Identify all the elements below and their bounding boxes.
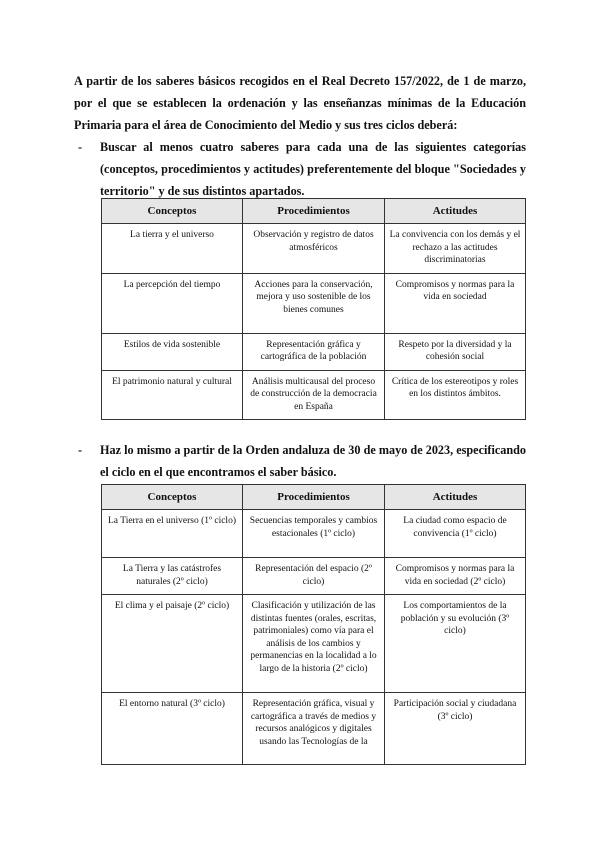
table-row xyxy=(102,273,526,333)
table-cell: La Tierra en el universo (1º ciclo) xyxy=(102,510,243,558)
table-row xyxy=(102,558,526,595)
table-cell: La convivencia con los demás y el rechazo a las actitudes discriminatorias xyxy=(385,224,526,274)
intro-paragraph: A partir de los saberes básicos recogidos en el Real Decreto 157/2022, de 1 de marzo, por el que se establecen la ordenación y las enseñanzas mínimas de la Educación Primaria para el área de Conocimiento del Medio y sus tres ciclos deberá: xyxy=(74,74,526,132)
table-cell: Crítica de los estereotipos y roles en los distintos ámbitos. xyxy=(385,370,526,420)
table-cell: El entorno natural (3º ciclo) xyxy=(102,693,243,765)
table-row xyxy=(102,510,526,558)
header-actitudes: Actitudes xyxy=(385,485,526,510)
table-cell: Acciones para la conservación, mejora y uso sostenible de los bienes comunes xyxy=(243,273,385,333)
table-cell: Compromisos y normas para la vida en sociedad (2º ciclo) xyxy=(385,558,526,595)
table-saberes-real-decreto xyxy=(101,198,526,420)
bullet-item-1 xyxy=(78,136,526,202)
table-cell: Respeto por la diversidad y la cohesión social xyxy=(385,333,526,370)
table-cell: Representación gráfica, visual y cartográfica a través de medios y recursos analógicos y digitales usando las Tecnologías de la xyxy=(243,693,385,765)
bullet-item-2 xyxy=(78,439,526,483)
bullet-text-2: Haz lo mismo a partir de la Orden andaluza de 30 de mayo de 2023, especificando el ciclo en el que encontramos el saber básico. xyxy=(100,443,526,479)
table-cell: Participación social y ciudadana (3º ciclo) xyxy=(385,693,526,765)
table-cell: Estilos de vida sostenible xyxy=(102,333,243,370)
table-cell: El patrimonio natural y cultural xyxy=(102,370,243,420)
table-row xyxy=(102,370,526,420)
table-row xyxy=(102,595,526,693)
table-cell: Compromisos y normas para la vida en sociedad xyxy=(385,273,526,333)
table-cell: Los comportamientos de la población y su evolución (3º ciclo) xyxy=(385,595,526,693)
table-cell: Secuencias temporales y cambios estacionales (1º ciclo) xyxy=(243,510,385,558)
header-conceptos: Conceptos xyxy=(102,485,243,510)
table-row xyxy=(102,333,526,370)
table-cell: La percepción del tiempo xyxy=(102,273,243,333)
table-saberes-orden-andaluza xyxy=(101,484,526,765)
bullet-dash: - xyxy=(78,140,83,154)
header-procedimientos: Procedimientos xyxy=(243,485,385,510)
table-cell: El clima y el paisaje (2º ciclo) xyxy=(102,595,243,693)
bullet-text-1: Buscar al menos cuatro saberes para cada una de las siguientes categorías (conceptos, procedimientos y actitudes) preferentemente del bloque "Sociedades y territorio" y de sus distintos apartados. xyxy=(100,140,526,198)
table-cell: La Tierra y las catástrofes naturales (2º ciclo) xyxy=(102,558,243,595)
table-row xyxy=(102,693,526,765)
table-cell: La tierra y el universo xyxy=(102,224,243,274)
table-cell: Análisis multicausal del proceso de construcción de la democracia en España xyxy=(243,370,385,420)
header-procedimientos: Procedimientos xyxy=(243,199,385,224)
table-header-row xyxy=(102,199,526,224)
header-actitudes: Actitudes xyxy=(385,199,526,224)
table-row xyxy=(102,224,526,274)
table-cell: Representación del espacio (2º ciclo) xyxy=(243,558,385,595)
header-conceptos: Conceptos xyxy=(102,199,243,224)
table-header-row xyxy=(102,485,526,510)
table-cell: Representación gráfica y cartográfica de la población xyxy=(243,333,385,370)
table-cell: La ciudad como espacio de convivencia (1º ciclo) xyxy=(385,510,526,558)
bullet-dash: - xyxy=(78,443,83,457)
table-cell: Clasificación y utilización de las distintas fuentes (orales, escritas, patrimoniales) como vía para el análisis de los cambios y permanencias en la localidad a lo largo de la historia (2º ciclo) xyxy=(243,595,385,693)
table-cell: Observación y registro de datos atmosféricos xyxy=(243,224,385,274)
